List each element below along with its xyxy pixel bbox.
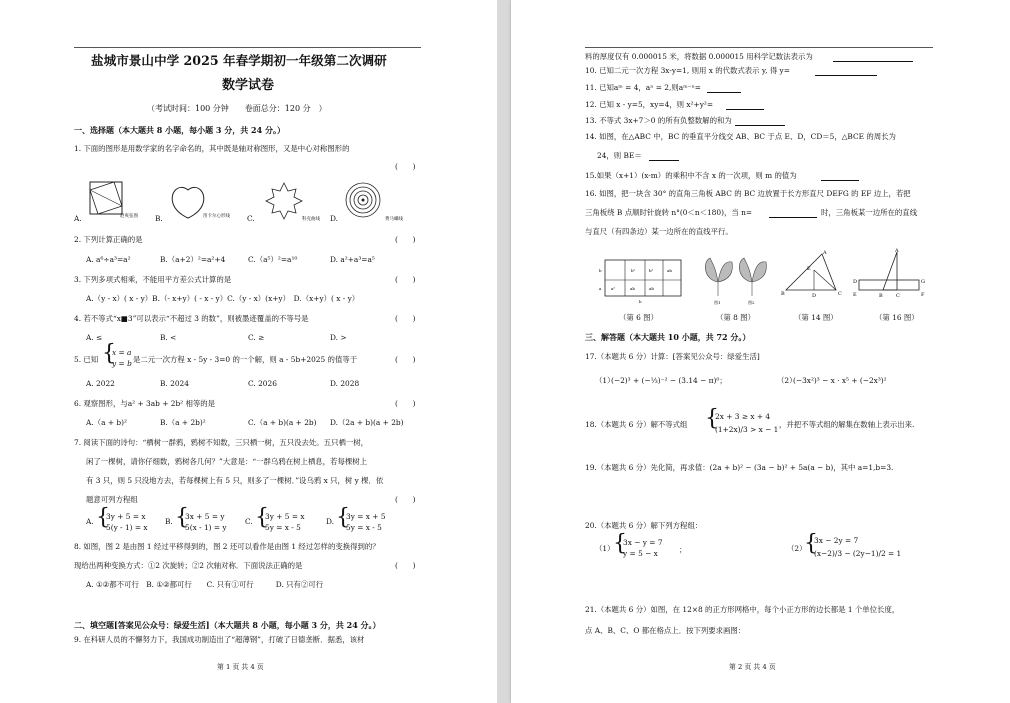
q18-sys2: (1+2x)/3 > x − 1: [715, 425, 779, 434]
q11-answer-blank[interactable]: [707, 83, 741, 93]
page2-footer: 第 2 页 共 4 页: [729, 663, 776, 671]
q7-opt-c-l1: 3y + 5 = x: [265, 512, 305, 521]
fig14-label: E: [807, 266, 811, 272]
q20: 20.（本题共 6 分）解下列方程组：: [585, 521, 703, 530]
section1-title: 一、选择题（本大题共 8 小题，每小题 3 分，共 24 分。）: [74, 125, 285, 135]
q1-paren: ( ): [395, 162, 416, 171]
fig6-label: b: [639, 299, 642, 304]
q13: 13. 不等式 3x+7＞0 的所有负整数解的和为: [585, 116, 732, 125]
q1-fig-label-b: 笛卡尔心形线: [203, 214, 230, 219]
q16-line2b: 时，三角板某一边所在的直线: [821, 208, 918, 217]
section3-title: 三、解答题（本大题共 10 小题，共 72 分。）: [585, 332, 751, 342]
fig6-label: ab: [630, 286, 635, 291]
fig6-label: a²: [611, 286, 615, 291]
q5-opt-d: D. 2028: [330, 379, 360, 388]
q4-opt-d: D. >: [330, 333, 347, 342]
q1-opt-a: A.: [74, 214, 82, 223]
q7-opt-b-l1: 3x + 5 = y: [185, 512, 225, 521]
fig6-label: a: [599, 286, 602, 291]
exam-page-2: [511, 0, 1010, 703]
q14-line1: 14. 如图，在△ABC 中，BC 的垂直平分线交 AB、BC 于点 E、D，CD＝5，△BCE 的周长为: [585, 132, 896, 141]
page1-footer: 第 1 页 共 4 页: [217, 663, 264, 671]
exam-subtitle: 数学试卷: [222, 78, 275, 93]
q16-line3: 与直尺（有四条边）某一边所在的直线平行。: [585, 227, 733, 236]
q9-line1: 9. 在科研人员的不懈努力下，我国成功制造出了“超薄钢”，打破了日德垄断．据悉，该材: [74, 635, 365, 644]
q9-line2: 料的厚度仅有 0.000015 米，将数据 0.000015 用科学记数法表示为: [585, 52, 813, 61]
fig16-label: D: [853, 279, 858, 285]
fig6-label: ab: [649, 286, 654, 291]
q5-text-a: 5. 已知: [74, 355, 99, 364]
q8-line2: 现给出两种变换方式：①2 次旋转；②2 次轴对称．下面说法正确的是: [74, 561, 303, 570]
q21-line1: 21.（本题共 6 分）如图，在 12×8 的正方形网格中，每个小正方形的边长都是 1 个单位长度，: [585, 605, 900, 614]
page-gutter: [497, 0, 511, 703]
q5-sys2: y = b: [112, 359, 132, 368]
q20-p1-l1: 3x − y = 7: [623, 538, 663, 547]
fig8-label: 图2: [748, 300, 755, 305]
q18-a: 18.（本题共 6 分）解不等式组: [585, 420, 688, 429]
header-rule-2: [585, 47, 933, 48]
q1-fig-label-a: 赵爽弦图: [120, 214, 138, 219]
q16-line1: 16. 如图，把一块含 30° 的直角三角板 ABC 的 BC 边放置于长方形直尺 DEFG 的 EF 边上，若把: [585, 189, 911, 198]
q6-opt-a: A.（a + b)²: [86, 418, 127, 427]
q6-text: 6. 观察图形，与a² + 3ab + 2b² 相等的是: [74, 399, 216, 408]
q1-fig-label-c: 科克曲线: [302, 217, 320, 222]
q17: 17.（本题共 6 分）计算：[答案见公众号：绿爱生活]: [585, 352, 760, 361]
q20-p2-l1: 3x − 2y = 7: [814, 536, 859, 545]
figure-14: [774, 248, 850, 300]
q1-text: 1. 下面的图形是用数学家的名字命名的，其中既是轴对称图形，又是中心对称图形的: [74, 144, 350, 153]
q7-opt-d-label: D.: [326, 517, 335, 526]
fig6-label: b²: [631, 268, 636, 273]
q20-p2-l2: (x−2)/3 − (2y−1)/2 = 1: [814, 549, 902, 558]
q8-opts: A. ①②都不可行 B. ①②都可行 C. 只有①可行 D. 只有②可行: [86, 580, 324, 589]
q3-text: 3. 下列多项式相乘，不能用平方差公式计算的是: [74, 275, 232, 284]
q7-opt-a-l2: 5(y - 1) = x: [106, 523, 148, 532]
fig16-label: B: [879, 293, 883, 299]
q2-opt-c: C.（a⁵）²=a¹⁰: [248, 255, 298, 264]
q2-opt-b: B.（a+2）²=a²+4: [160, 255, 226, 264]
section2-title: 二、填空题[答案见公众号：绿爱生活]（本大题共 8 小题，每小题 3 分，共 24 分。）: [74, 620, 381, 630]
q6-opt-b: B.（a + 2b)²: [160, 418, 206, 427]
fig8-label: 图1: [714, 300, 721, 305]
q20-p1-brace: {: [613, 531, 627, 556]
q7-opt-c-label: C.: [245, 517, 253, 526]
q21-line2: 点 A、B、C、O 都在格点上．按下列要求画图：: [585, 626, 746, 635]
q18-sys1: 2x + 3 ≥ x + 4: [715, 412, 771, 421]
header-rule: [74, 47, 421, 48]
fig16-label: A: [895, 248, 899, 254]
q7-opt-d-brace: {: [336, 505, 350, 530]
q17-p2-label: （2）: [777, 376, 797, 385]
q4-opt-c: C. ≥: [248, 333, 265, 342]
q7-opt-d-l1: 3y = x + 5: [346, 512, 386, 521]
q20-p1-tail: ；: [679, 545, 687, 554]
fig16-label: F: [921, 292, 925, 298]
q5-text-b: 是二元一次方程 x - 5y - 3=0 的一个解，则 a - 5b+2025 的值等于: [133, 355, 358, 364]
fig14-label: A: [823, 250, 827, 256]
cardioid-figure: [168, 184, 208, 220]
q3-paren: ( ): [395, 275, 416, 284]
q7-opt-b-brace: {: [175, 505, 189, 530]
q5-opt-a: A. 2022: [86, 379, 115, 388]
q7-line3: 有 3 只，则 5 只没地方去，若每棵树上有 5 只，则多了一棵树．”设乌鸦 x 只，树 y 棵．依: [86, 476, 384, 485]
q9-answer-blank[interactable]: [833, 52, 913, 62]
exam-info: （考试时间：100 分钟 卷面总分：120 分 ）: [147, 104, 327, 113]
q7-opt-c-brace: {: [255, 505, 269, 530]
exam-title: 盐城市景山中学 2025 年春学期初一年级第二次调研: [91, 53, 387, 68]
q20-p1-l2: y = 5 − x: [623, 549, 658, 558]
fig14-label: B: [781, 291, 785, 297]
q11: 11. 已知aᵐ = 4，aⁿ = 2,则aᵐ⁻ⁿ=: [585, 83, 701, 92]
q5-paren: ( ): [395, 355, 416, 364]
q1-opt-b: B.: [155, 214, 163, 223]
q12: 12. 已知 x - y=5，xy=4，则 x²+y²=: [585, 100, 714, 109]
fig8-caption: （第 8 图）: [716, 313, 755, 322]
q5-opt-c: C. 2026: [248, 379, 277, 388]
fig6-label: b²: [649, 268, 654, 273]
figure-16: [849, 248, 929, 300]
fig6-label: ab: [667, 268, 672, 273]
koch-snowflake-figure: [262, 181, 306, 221]
q4-opt-a: A. ≤: [86, 333, 103, 342]
q2-opt-a: A. a⁶÷a³=a²: [86, 255, 131, 264]
q5-sys1: x = a: [112, 348, 132, 357]
q8-line1: 8. 如图，图 2 是由图 1 经过平移得到的，图 2 还可以看作是由图 1 经过怎样的变换得到的？: [74, 542, 380, 551]
exam-page-1: [0, 0, 497, 703]
q7-opt-a-brace: {: [96, 505, 110, 530]
fig14-label: D: [812, 293, 817, 299]
q17-p2: (−3x²)³ − x · x⁵ + (−2x³)²: [793, 376, 887, 385]
q5-brace: {: [102, 341, 116, 366]
fig14-caption: （第 14 图）: [794, 313, 838, 322]
q18-b: ，并把不等式组的解集在数轴上表示出来.: [779, 420, 915, 429]
q10: 10. 已知二元一次方程 3x-y=1, 则用 x 的代数式表示 y, 得 y=: [585, 66, 790, 75]
fig16-caption: （第 16 图）: [875, 313, 919, 322]
q2-paren: ( ): [395, 235, 416, 244]
q7-line4: 题意可列方程组: [86, 495, 138, 504]
q15-answer-blank[interactable]: [821, 171, 859, 181]
q16-line2: 三角板绕 B 点顺时针旋转 n°(0＜n＜180)，当 n=: [585, 208, 753, 217]
fig6-caption: （第 6 图）: [619, 313, 658, 322]
q17-p1: (−2)³ + (−⅓)⁻² − (3.14 − π)⁰；: [611, 376, 727, 385]
q7-line1: 7. 阅读下面的诗句：“栖树一群鸦，鸦树不知数，三只栖一树，五只没去处。五只栖一树，: [74, 438, 369, 447]
q15: 15.如果（x+1）(x-m）的乘积中不含 x 的一次项，则 m 的值为: [585, 171, 797, 180]
q6-opt-d: D.（2a + b)(a + 2b): [330, 418, 404, 427]
q7-line2: 闲了一棵树，请你仔细数，鸦树各几何？”大意是：“一群乌鸦在树上栖息，若每棵树上: [86, 457, 368, 466]
q13-answer-blank[interactable]: [735, 116, 785, 126]
q5-opt-b: B. 2024: [160, 379, 189, 388]
q7-opt-c-l2: 5y = x - 5: [265, 523, 301, 532]
fig16-label: G: [921, 279, 925, 285]
q20-p2-label: （2）: [787, 544, 807, 553]
fig16-label: E: [853, 292, 857, 298]
q4-text: 4. 若不等式“x■3”可以表示“不超过 3 的数”，则被墨迹覆盖的不等号是: [74, 314, 309, 323]
q14-answer-blank[interactable]: [649, 151, 679, 161]
q7-paren: ( ): [395, 495, 416, 504]
q20-p2-brace: {: [804, 531, 818, 556]
figure-6: [599, 256, 685, 306]
q4-paren: ( ): [395, 314, 416, 323]
q12-answer-blank[interactable]: [726, 100, 764, 110]
q2-opt-d: D. a²+a³=a⁵: [330, 255, 375, 264]
q1-opt-d: D.: [330, 214, 339, 223]
q1-opt-c: C.: [247, 214, 255, 223]
fermat-spiral-figure: [343, 180, 383, 220]
q20-p1-label: （1）: [595, 544, 615, 553]
fig14-label: C: [838, 291, 842, 297]
figure-8: [700, 252, 774, 308]
q7-opt-b-label: B.: [165, 517, 173, 526]
q4-opt-b: B. <: [160, 333, 177, 342]
q7-opt-d-l2: 5y = x - 5: [346, 523, 382, 532]
q7-opt-b-l2: 5(x - 1) = y: [185, 523, 227, 532]
q2-text: 2. 下列计算正确的是: [74, 235, 143, 244]
q18-brace: {: [705, 406, 719, 431]
q6-opt-c: C.（a + b)(a + 2b): [248, 418, 317, 427]
q1-fig-label-d: 费马螺线: [385, 217, 403, 222]
q10-answer-blank[interactable]: [815, 66, 877, 76]
q19: 19.（本题共 6 分）先化简，再求值：(2a + b)² − (3a − b)² + 5a(a − b)，其中 a=1,b=3.: [585, 463, 894, 472]
q14-line2: 24，则 BE＝: [597, 151, 642, 160]
q8-paren: ( ): [395, 561, 416, 570]
q3-opts: A.（y - x）( x - y）B.（- x+y）( - x - y）C.（y - x）(x+y） D.（x+y）( x - y）: [86, 294, 360, 303]
q17-p1-label: （1）: [595, 376, 615, 385]
q7-opt-a-l1: 3y + 5 = x: [106, 512, 146, 521]
q16-answer-blank[interactable]: [769, 208, 817, 218]
fig16-label: C: [896, 293, 900, 299]
q6-paren: ( ): [395, 399, 416, 408]
fig6-label: b: [599, 268, 602, 273]
q7-opt-a-label: A.: [86, 517, 94, 526]
